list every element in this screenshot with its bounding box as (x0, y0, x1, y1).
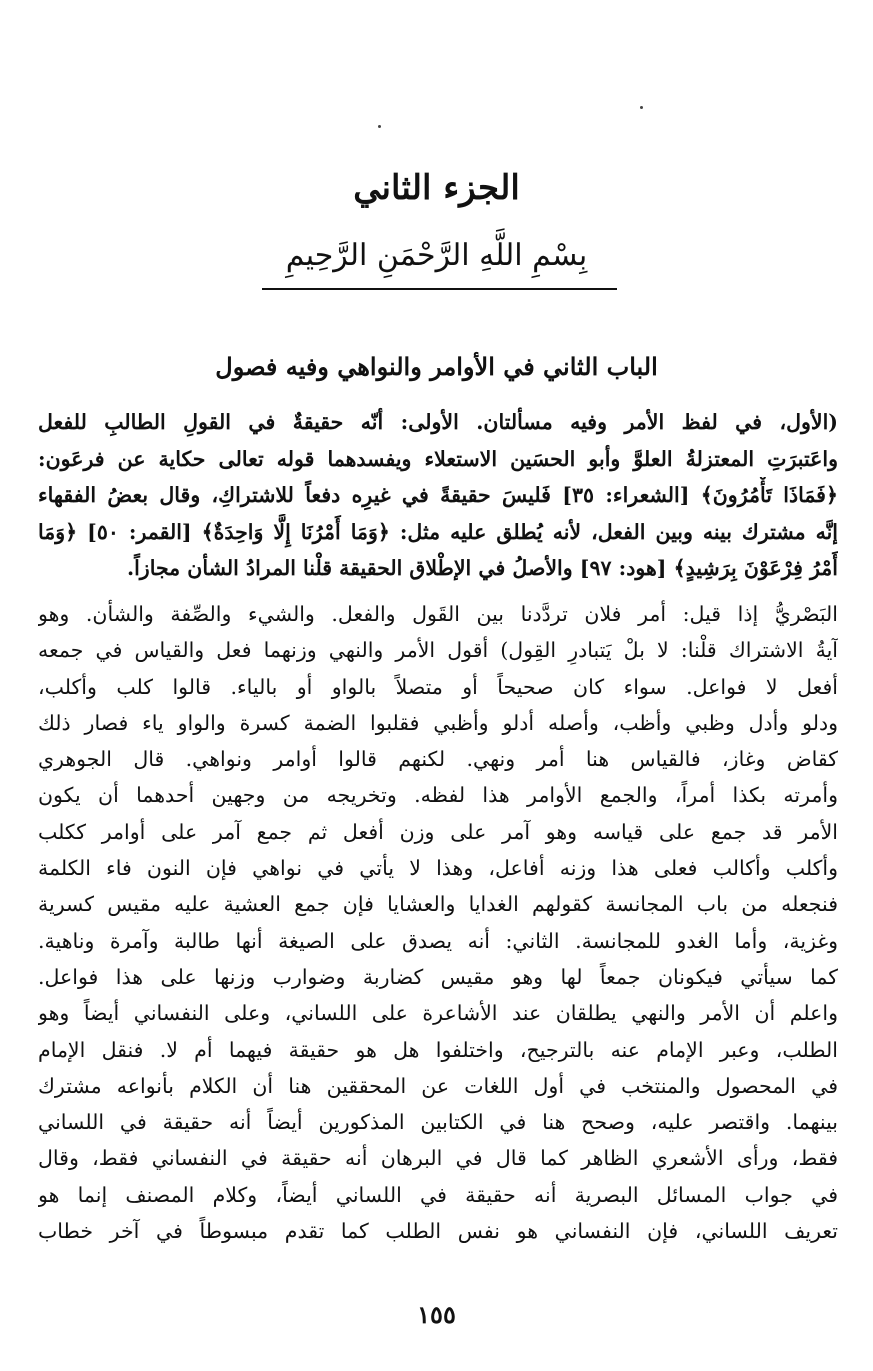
commentary-text (38, 596, 838, 1249)
commentary-line: الطلب، وعبر الإمام عنه بالترجيح، واختلفوا هل هو حقيقة فيهما أم لا. فنقل الإمام (38, 1037, 838, 1062)
scan-speck (640, 106, 643, 109)
commentary-line: البَصْريُّ إذا قيل: أمر فلان تردَّدنا بين القَول والفعل. والشيء والصِّفة والشأن. وهو (38, 602, 838, 626)
matn-line: واعَتبرَتِ المعتزلةُ العلوَّ وأبو الحسَين الاستعلاء ويفسدهما قوله تعالى حكاية عن فرعَون: (38, 446, 838, 471)
commentary-line: كما سيأتي فيكونان جمعاً لها وهو مقيس كضاربة وضوارب وزنها على هذا فواعل. (38, 964, 838, 989)
commentary-line: في جواب المسائل البصرية أنه حقيقة في اللساني أيضاً، وكلام المصنف إنما هو (38, 1182, 838, 1207)
commentary-line: بينهما. واقتصر عليه، وصحح هنا في الكتابين المذكورين أيضاً أنه حقيقة في اللساني (38, 1110, 838, 1135)
commentary-line: واعلم أن الأمر والنهي يطلقان عند الأشاعرة على اللساني، وعلى النفساني أيضاً وهو (38, 1001, 838, 1026)
commentary-line: وغزية، وأما الغدو للمجانسة. الثاني: أنه يصدق على الصيغة أنها طالبة وآمرة وناهية. (38, 928, 838, 953)
scan-speck (378, 125, 381, 128)
commentary-line: وأمرته بكذا أمراً، والجمع الأوامر هذا لفظه. وتخريجه من وجهين أحدهما أن يكون (38, 783, 838, 808)
commentary-line: آيةُ الاشتراك قلْنا: لا بلْ يَتبادرِ القِول) أقول الأمر والنهي وزنهما فعل والقياس في جمعه (38, 638, 838, 663)
matn-text (38, 404, 838, 587)
matn-line: أَمْرُ فِرْعَوْنَ بِرَشِيدٍ﴾ [هود: ٩٧] والأصلُ في الإطْلاق الحقيقة قلْنا المرادُ الشأن مجازاً. (126, 556, 838, 580)
commentary-line: فنجعله من باب المجانسة كقولهم الغدايا والعشايا فإن جمع العشية عليه مقيس كسرية (38, 892, 838, 917)
basmala: بِسْمِ اللَّهِ الرَّحْمَنِ الرَّحِيمِ (285, 238, 588, 273)
matn-line: ﴿فَمَاذَا تَأْمُرُونَ﴾ [الشعراء: ٣٥] فَليسَ حقيقةً في غيرِه دفعاً للاشتراكِ، وقال بعضُ الفقهاء (38, 483, 838, 507)
part-title: الجزء الثاني (353, 168, 520, 208)
basmala-underline (262, 288, 617, 290)
commentary-line: أفعل لا فواعل. سواء كان صحيحاً أو متصلاً بالواو أو بالياء. قالوا كلب وأكلب، (38, 674, 838, 699)
chapter-title: الباب الثاني في الأوامر والنواهي وفيه فصول (215, 352, 658, 381)
commentary-line: الأمر قد جمع على قياسه وهو آمر على وزن أفعل ثم جمع آمر على أوامر ككلب (38, 819, 838, 844)
commentary-line: وأكلب وأكالب فعلى هذا وزنه أفاعل، وهذا لا يأتي في نواهي فإن النون فاء الكلمة (38, 856, 838, 881)
commentary-line: فقط، ورأى الأشعري الظاهر كما قال في البرهان أنه حقيقة في النفساني فقط، وقال (38, 1146, 838, 1171)
commentary-line: في المحصول والمنتخب في أول اللغات عن المحققين هنا أن الكلام بأنواعه مشترك (38, 1073, 838, 1098)
commentary-line: تعريف اللساني، فإن النفساني هو نفس الطلب كما تقدم مبسوطاً في آخر خطاب (38, 1219, 838, 1244)
page-number: ١٥٥ (417, 1300, 456, 1329)
matn-line: إنَّه مشترك بينه وبين الفعل، لأنه يُطلق عليه مثل: ﴿وَمَا أَمْرُنَا إِلَّا وَاحِدَةٌ﴾ [القمر: ٥٠] ﴿وَمَا (38, 519, 838, 544)
commentary-line: ودلو وأدل وظبي وأظب، وأصله أدلو وأظبي فقلبوا الضمة كسرة والواو ياء فصار ذلك (38, 710, 838, 735)
matn-line: (الأول، في لفظ الأمر وفيه مسألتان. الأولى: أنّه حقيقةٌ في القولِ الطالبِ للفعل (38, 410, 838, 434)
commentary-line: كقاض وغاز، فالقياس هنا أمر ونهي. لكنهم قالوا أوامر ونواهي. قال الجوهري (38, 747, 838, 772)
